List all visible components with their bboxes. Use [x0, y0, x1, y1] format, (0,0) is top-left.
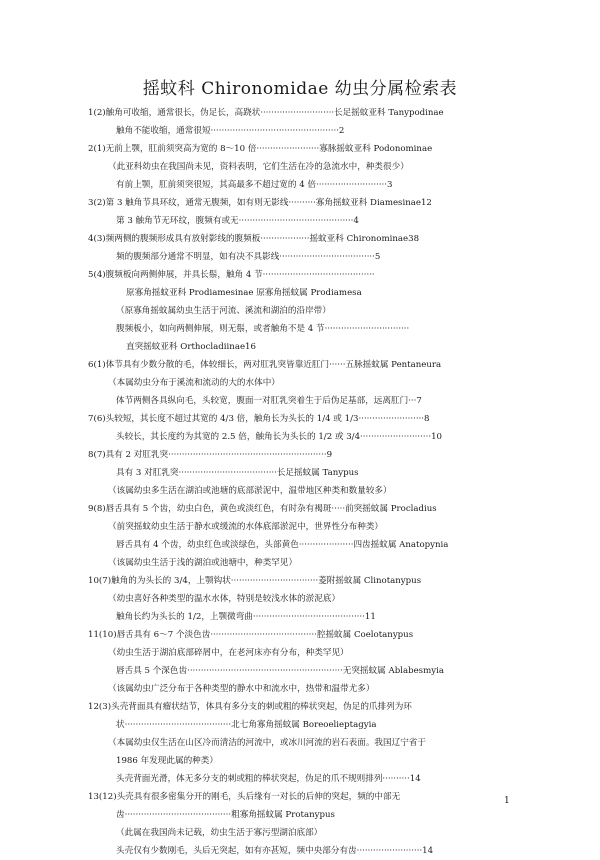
key-line: 10(7)触角的为头长的 3/4，上颚钩状································菱附摇蚊属 Clinotanypus: [88, 576, 422, 586]
key-line: 直突摇蚊亚科 Orthocladiinae16: [126, 342, 256, 352]
key-line: 3(2)第 3 触角节具环纹，通常无腹频，如有则无影线··········寡角摇蚊亚科 Diamesinae12: [88, 198, 432, 208]
key-line: 原寡角摇蚊亚科 Prodiamesinae 原寡角摇蚊属 Prodiamesa: [126, 288, 362, 298]
key-line: 频的腹频部分通常不明显，如有决不具影线···································5: [116, 252, 381, 262]
key-line: 7(6)头较短，其长度不超过其宽的 4/3 倍，触角长为头长的 1/4 或 1/3························8: [88, 414, 430, 424]
key-line: （本属幼虫仅生活在山区冷而清洁的河流中，或冰川河流的岩石表面。我国辽宁省于: [108, 738, 426, 748]
key-line: 第 3 触角节无环纹，腹频有或无··········································4: [116, 216, 359, 226]
key-line: 4(3)频两侧的腹频形成具有放射影线的腹频板··················摇蚊亚科 Chironominae38: [88, 234, 420, 244]
key-line: 头壳背面光滑，体无多分支的刺或粗的棒状突起，伪足的爪不规则排列··········14: [116, 774, 421, 784]
page-number: 1: [504, 796, 510, 806]
key-line: （原寡角摇蚊属幼虫生活于河流、溪流和湖泊的沿岸带）: [116, 306, 331, 316]
key-line: 触角不能收缩，通常很短···············································2: [116, 126, 345, 136]
key-line: 头壳仅有少数刚毛，头后无突起，如有亦甚短，频中央部分有齿························14: [116, 846, 434, 856]
key-line: 腹频板小，如向两侧伸展，则无鬃，或者触角不是 4 节·······························: [116, 324, 410, 334]
key-line: 5(4)腹频板向两侧伸展，并具长鬃，触角 4 节·········································: [88, 270, 375, 280]
key-line: 1986 年发现此属的种类）: [116, 756, 218, 766]
key-line: 1(2)触角可收缩，通常很长，伪足长，高跷状···························长足摇蚊亚科 Tanypodinae: [88, 108, 444, 118]
key-line: 11(10)唇舌具有 6～7 个淡色齿·······································腔摇蚊属 Coelotanypus: [88, 630, 414, 640]
key-line: 齿·······································粗寡角摇蚊属 Protanypus: [116, 810, 335, 820]
key-line: 有前上颚，肛前须突很短，其高最多不超过宽的 4 倍··························3: [116, 180, 393, 190]
key-line: 8(7)具有 2 对肛乳突··························································9: [88, 450, 333, 460]
key-line: 唇舌具 5 个深色齿·························································无突摇蚊属 Ablabesmyia: [116, 666, 444, 676]
key-line: 唇舌具有 4 个齿，幼虫红色或淡绿色，头部黄色····················四齿摇蚊属 Anatopynia: [116, 540, 449, 550]
key-line: （幼虫喜好各种类型的温水水体，特别是较浅水体的淤泥底）: [108, 594, 341, 604]
key-line: （该属幼虫生活于浅的湖泊或池塘中，种类罕见）: [108, 558, 298, 568]
key-line: 13(12)头壳具有很多密集分开的刚毛，头后缘有一对长的后伸的突起，频的中部无: [88, 792, 401, 802]
key-line: （该属幼虫多生活在湖泊或池塘的底部淤泥中，温带地区种类和数量较多）: [108, 486, 392, 496]
key-line: （前突摇蚊幼虫生活于静水或缓流的水体底部淤泥中，世界性分布种类）: [108, 522, 384, 532]
page-title: 摇蚊科 Chironomidae 幼虫分属检索表: [142, 79, 458, 99]
key-line: 6(1)体节具有少数分散的毛，体较细长，两对肛乳突皆靠近肛门······五脉摇蚊属 Pentaneura: [88, 360, 442, 370]
key-line: 9(8)唇舌具有 5 个齿，幼虫白色，黄色或淡红色，有时杂有褐斑·····前突摇蚊属 Procladius: [88, 504, 437, 514]
key-line: 具有 3 对肛乳突····································长足摇蚊属 Tanypus: [116, 468, 359, 478]
key-line: 2(1)无前上颚，肛前须突高为宽的 8～10 倍·······················寡脉摇蚊亚科 Podonominae: [88, 144, 433, 154]
key-line: （该属幼虫广泛分布于各种类型的静水中和流水中，热带和温带尤多）: [108, 684, 375, 694]
key-line: （本属幼虫分布于溪流和流动的大的水体中）: [108, 378, 280, 388]
key-line: 头较长，其长度约为其宽的 2.5 倍，触角长为头长的 1/2 或 3/4··························10: [116, 432, 443, 442]
key-line: （此亚科幼虫在我国尚未见，资料表明，它们生活在冷的急流水中，种类很少）: [108, 162, 409, 172]
key-line: 状·······································北七角寡角摇蚊属 Boreoelieptagyia: [116, 720, 377, 730]
key-line: 12(3)头壳背面具有瘤状结节，体具有多分支的刺或粗的棒状突起，伪足的爪排列为环: [88, 702, 412, 712]
key-line: 触角长约为头长的 1/2，上颚微弯曲·········································11: [116, 612, 376, 622]
key-line: （此属在我国尚未记载，幼虫生活于寡污型湖泊底部）: [116, 828, 323, 838]
key-line: 体节两侧各具纵向毛，头较宽，腹面一对肛乳突着生于后伪足基部，远离肛门···7: [116, 396, 422, 406]
key-line: （幼虫生活于湖泊底部碎屑中，在老河床亦有分布，种类罕见）: [108, 648, 349, 658]
